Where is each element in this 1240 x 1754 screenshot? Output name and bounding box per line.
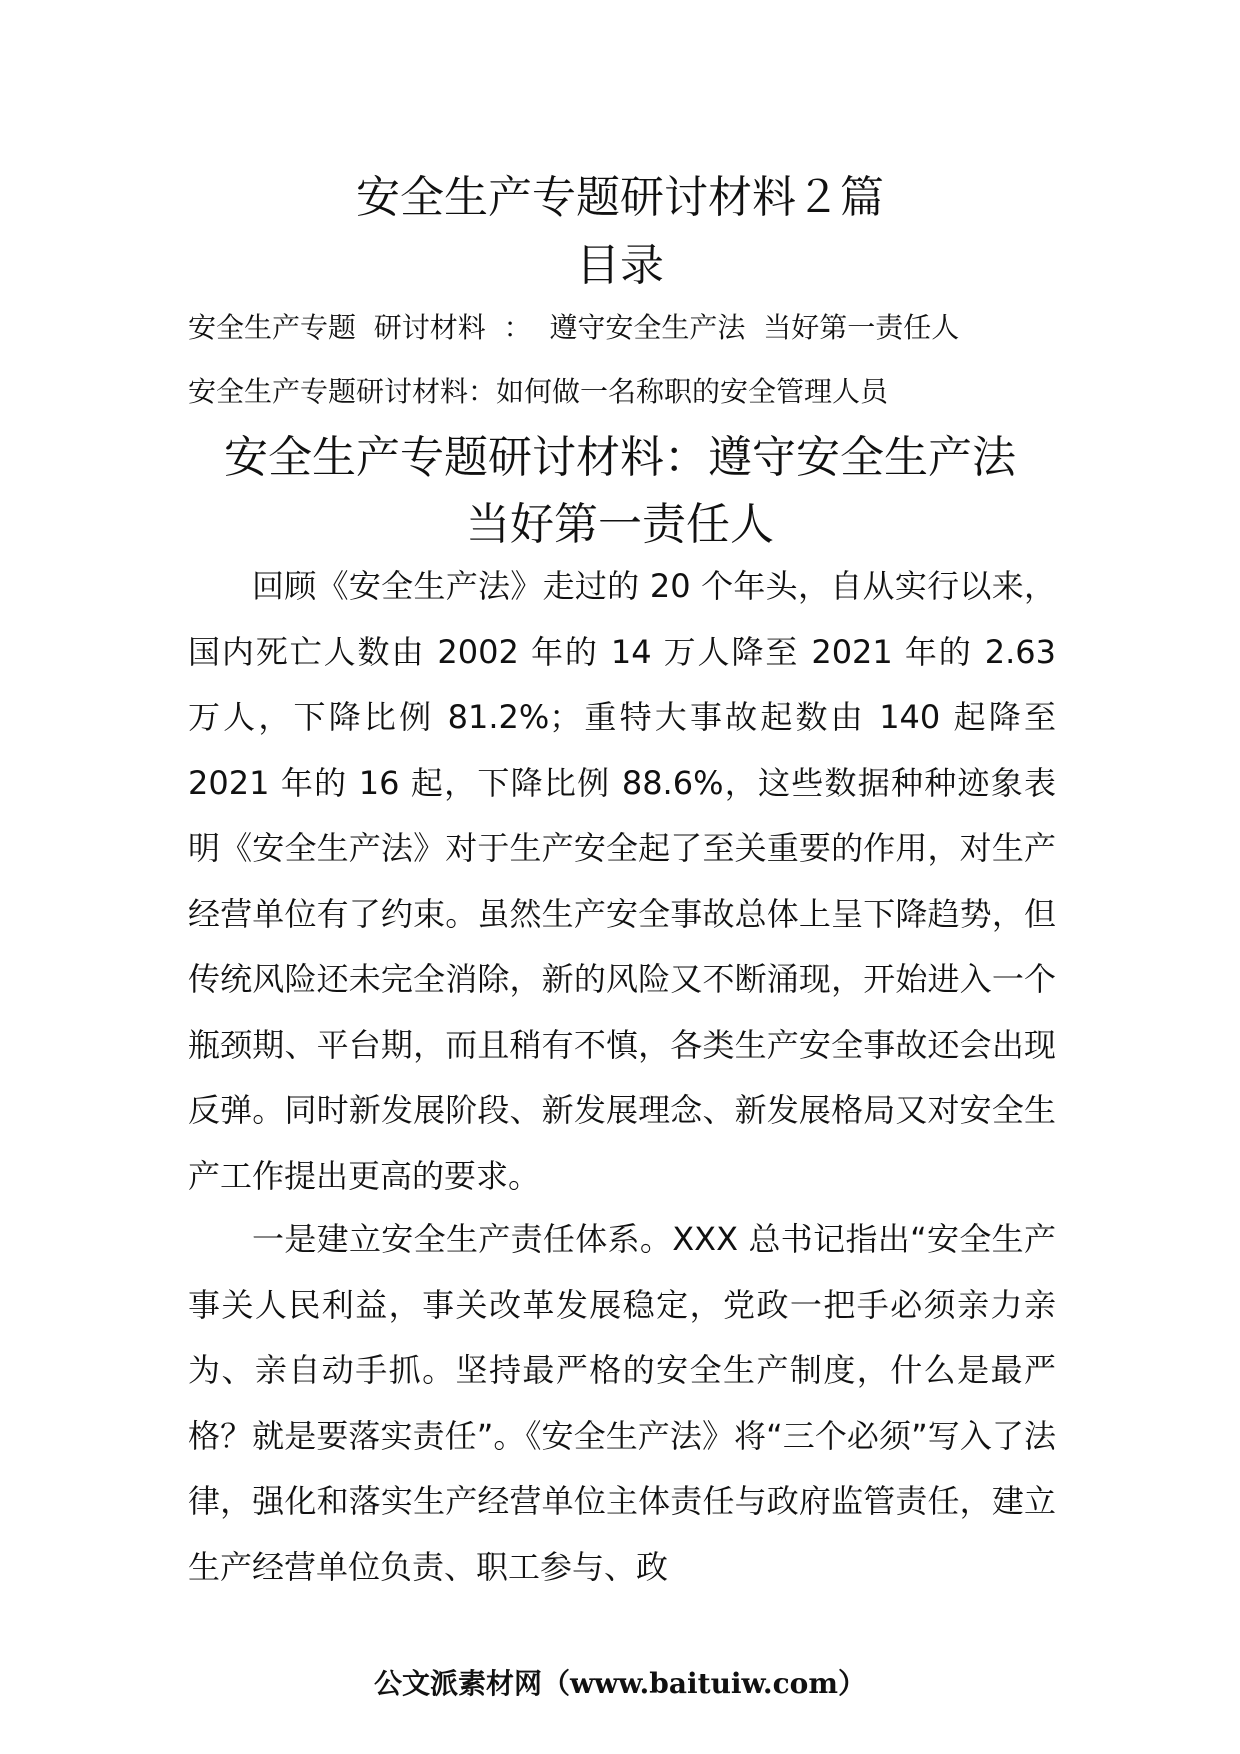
toc-heading: 目录	[576, 240, 664, 291]
section-title-line-2: 当好第一责任人	[466, 499, 774, 550]
document-title: 安全生产专题研讨材料２篇	[356, 172, 884, 223]
toc-item-1: 安全生产专题 研讨材料 ： 遵守安全生产法 当好第一责任人	[188, 311, 960, 344]
body-paragraph-2: 一是建立安全生产责任体系。XXX 总书记指出“安全生产事关人民利益，事关改革发展稳定，党政一把手必须亲力亲为、亲自动手抓。坚持最严格的安全生产制度，什么是最严格？就是要落实责任”。《安全生产法》将“三个必须”写入了法律，强化和落实生产经营单位主体责任与政府监管责任，建立生产经营单位负责、职工参与、政	[188, 1220, 1056, 1586]
toc-item-2: 安全生产专题研讨材料：如何做一名称职的安全管理人员	[188, 375, 889, 408]
footer-watermark: 公文派素材网（www.baituiw.com）	[374, 1667, 866, 1700]
section-title-line-1: 安全生产专题研讨材料：遵守安全生产法	[224, 432, 1016, 483]
body-paragraph-1: 回顾《安全生产法》走过的 20 个年头，自从实行以来，国内死亡人数由 2002 年的 14 万人降至 2021 年的 2.63 万人，下降比例 81.2%；重特大事故起数由 140 起降至 2021 年的 16 起，下降比例 88.6%，这些数据种种迹象表明《安全生产法》对于生产安全起了至关重要的作用，对生产经营单位有了约束。虽然生产安全事故总体上呈下降趋势，但传统风险还未完全消除，新的风险又不断涌现，开始进入一个瓶颈期、平台期，而且稍有不慎，各类生产安全事故还会出现反弹。同时新发展阶段、新发展理念、新发展格局又对安全生产工作提出更高的要求。	[188, 567, 1056, 1195]
